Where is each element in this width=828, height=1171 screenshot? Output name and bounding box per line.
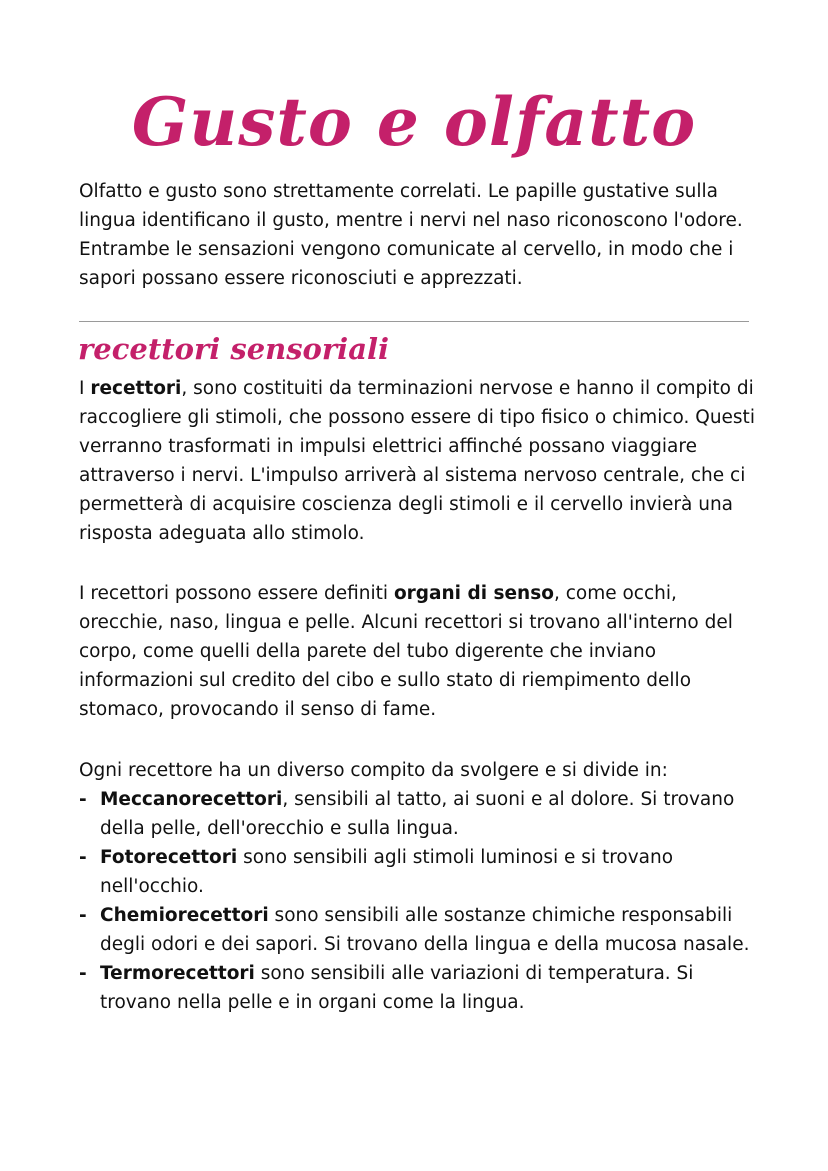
list-item <box>79 959 759 1017</box>
list-item <box>79 785 759 843</box>
list-text: sono sensibili alle sostanze chimiche responsabili degli odori e dei sapori. Si trovano della lingua e della mucosa nasale. <box>100 905 750 955</box>
dash-bullet: - <box>79 847 87 868</box>
page-title: Gusto e olfatto <box>131 83 697 161</box>
paragraph-text: I recettori possono essere definiti <box>79 583 394 604</box>
list-text: sono sensibili alle variazioni di temperatura. Si trovano nella pelle e in organi come la lingua. <box>100 963 694 1013</box>
bold-term: recettori <box>90 378 182 399</box>
paragraph-organi-di-senso <box>79 579 759 724</box>
intro-paragraph: Olfatto e gusto sono strettamente correlati. Le papille gustative sulla lingua identificano il gusto, mentre i nervi nel naso riconoscono l'odore. Entrambe le sensazioni vengono comunicate al cervello, in modo che i sapori possano essere riconosciuti e apprezzati. <box>79 181 743 289</box>
paragraph-recettori <box>79 374 759 548</box>
list-term: Fotorecettori <box>100 847 238 868</box>
paragraph-text: , sono costituiti da terminazioni nervose e hanno il compito di raccogliere gli stimoli, che possono essere di tipo fisico o chimico. Questi verranno trasformati in impulsi elettrici affinché possano viaggiare attraverso i nervi. L'impulso arriverà al sistema nervoso centrale, che ci permetterà di acquisire coscienza degli stimoli e il cervello invierà una risposta adeguata allo stimolo. <box>79 378 755 544</box>
list-term: Chemiorecettori <box>100 905 269 926</box>
list-term: Termorecettori <box>100 963 255 984</box>
paragraph-text: I <box>79 378 91 399</box>
dash-bullet: - <box>79 789 87 810</box>
dash-bullet: - <box>79 905 87 926</box>
section-heading: recettori sensoriali <box>78 332 390 366</box>
list-item <box>79 901 759 959</box>
bold-term: organi di senso <box>393 583 554 604</box>
list-intro: Ogni recettore ha un diverso compito da svolgere e si divide in: <box>79 760 668 781</box>
list-text: sono sensibili agli stimoli luminosi e si trovano nell'occhio. <box>100 847 674 897</box>
list-text: , sensibili al tatto, ai suoni e al dolore. Si trovano della pelle, dell'orecchio e sulla lingua. <box>100 789 735 839</box>
dash-bullet: - <box>79 963 87 984</box>
list-item <box>79 843 759 901</box>
receptor-list <box>79 785 759 1017</box>
paragraph-text: , come occhi, orecchie, naso, lingua e pelle. Alcuni recettori si trovano all'interno del corpo, come quelli della parete del tubo digerente che inviano informazioni sul credito del cibo e sullo stato di riempimento dello stomaco, provocando il senso di fame. <box>79 583 733 720</box>
list-term: Meccanorecettori <box>100 789 283 810</box>
section-divider <box>79 321 749 322</box>
